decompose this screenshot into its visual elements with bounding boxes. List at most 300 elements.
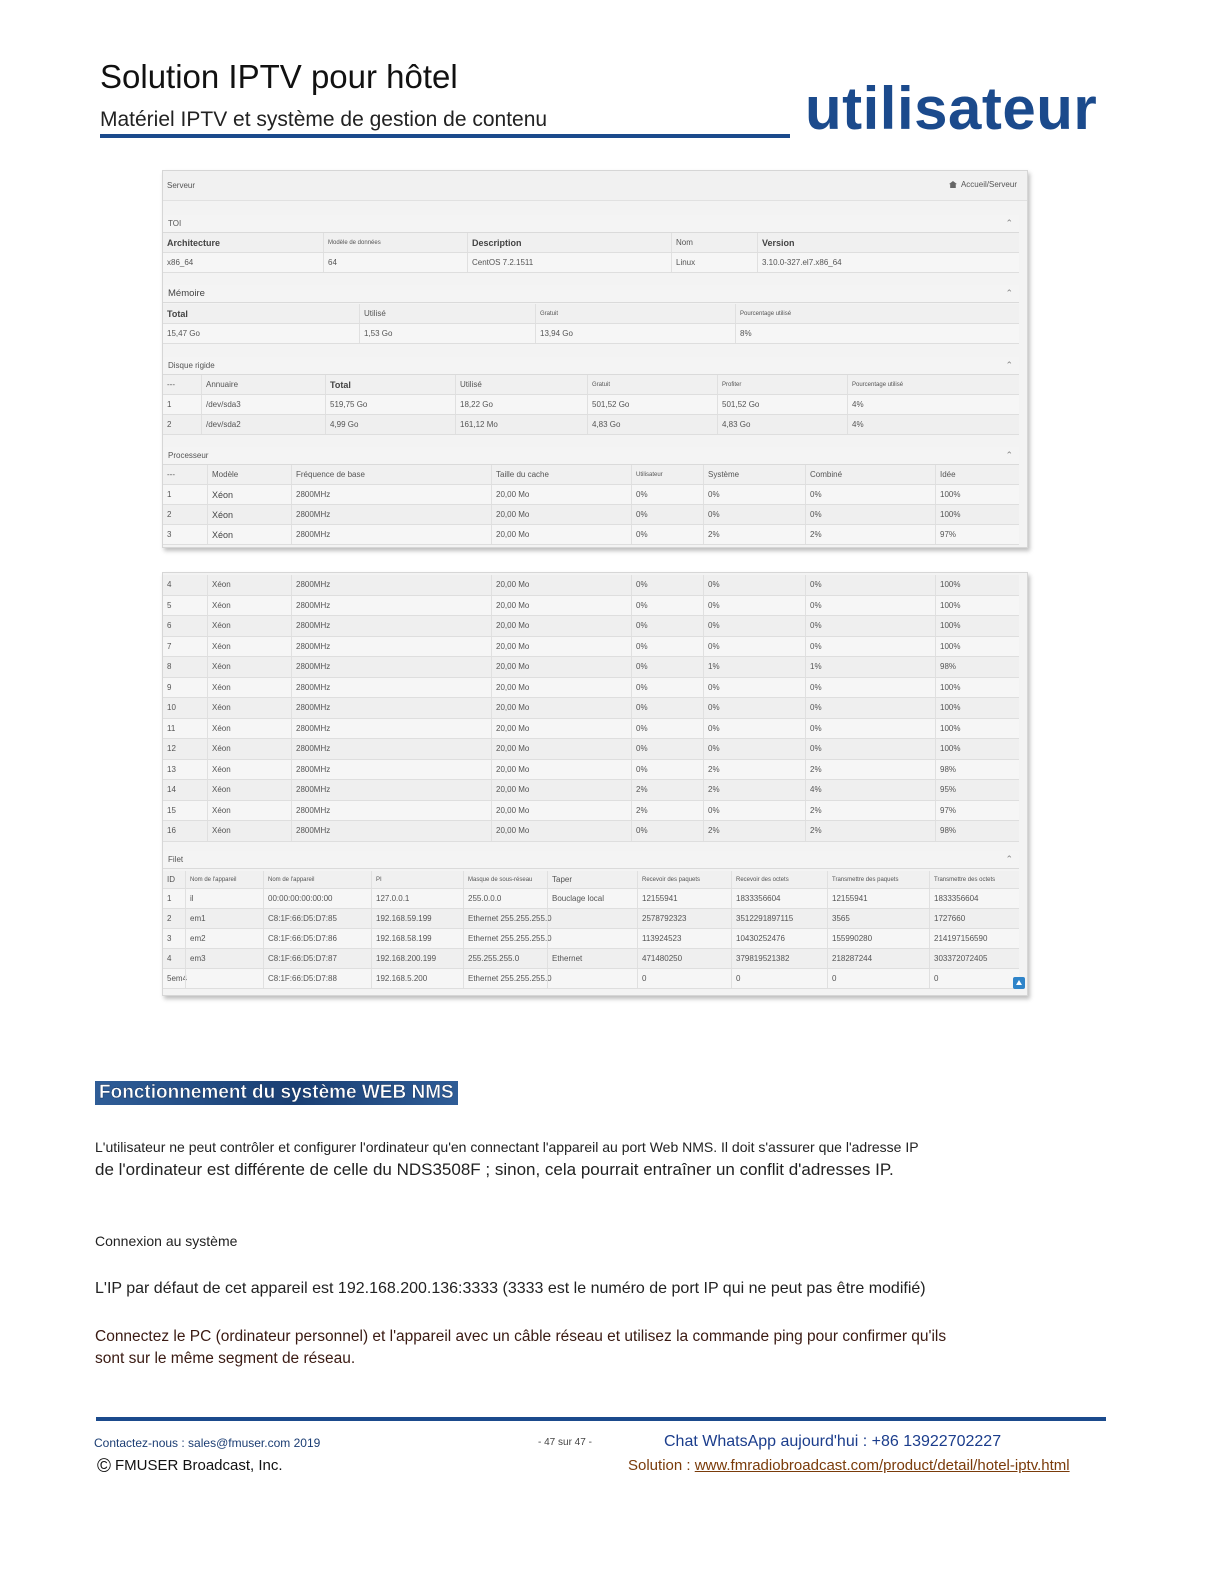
cpu-row-cell: 20,00 Mo xyxy=(491,616,631,636)
os-header-row-cell: Architecture xyxy=(167,237,221,248)
cpu-row-cell: 2800MHz xyxy=(291,596,491,616)
disk-row-cell: 2 xyxy=(167,420,172,429)
cpu-row-cell: 2% xyxy=(703,780,805,800)
memory-header-row xyxy=(163,304,1019,324)
network-row-cell xyxy=(185,969,263,988)
cpu-row-cell: 2800MHz xyxy=(291,485,491,504)
memory-header-row-cell: Pourcentage utilisé xyxy=(735,304,1021,323)
cpu-row-cell: 20,00 Mo xyxy=(491,801,631,821)
network-row-cell: 0 xyxy=(827,969,929,988)
cpu-row-cell: 2800MHz xyxy=(291,575,491,595)
memory-value-row-cell: 15,47 Go xyxy=(167,329,200,338)
login-label: Connexion au système xyxy=(95,1233,238,1249)
network-row-cell: 4 xyxy=(167,954,172,963)
network-row-cell: 3512291897115 xyxy=(731,909,827,928)
cpu-row-cell: 0% xyxy=(703,575,805,595)
disk-row-cell: /dev/sda3 xyxy=(201,395,325,414)
cpu-row-cell: 2800MHz xyxy=(291,657,491,677)
cpu-row-cell: 100% xyxy=(935,485,1021,504)
cpu-row-cell: Xéon xyxy=(207,760,291,780)
network-row-cell: Ethernet 255.255.255.0 xyxy=(463,909,547,928)
cpu-row-cell: 2% xyxy=(631,801,703,821)
cpu-row-cell: 0% xyxy=(703,485,805,504)
network-row-cell: 0 xyxy=(929,969,1021,988)
cpu-row-cell: 20,00 Mo xyxy=(491,739,631,759)
network-row-cell: 1 xyxy=(167,894,172,903)
cpu-row-cell: 0% xyxy=(631,505,703,524)
cpu-row-cell: 2% xyxy=(805,525,935,544)
cpu-row xyxy=(163,698,1019,719)
cpu-row-cell: 100% xyxy=(935,698,1021,718)
header-keyword: utilisateur xyxy=(805,75,1098,142)
network-row xyxy=(163,889,1019,909)
disk-row-cell: 501,52 Go xyxy=(717,395,847,414)
cpu-row xyxy=(163,485,1019,505)
cpu-row xyxy=(163,575,1019,596)
network-row-cell: 303372072405 xyxy=(929,949,1021,968)
network-row-cell: Bouclage local xyxy=(547,889,637,908)
network-row xyxy=(163,949,1019,969)
cpu-row-cell: 100% xyxy=(935,637,1021,657)
cpu-row xyxy=(163,657,1019,678)
cpu-row-cell: 6 xyxy=(167,621,172,631)
cpu-row xyxy=(163,780,1019,801)
cpu-row-cell: 20,00 Mo xyxy=(491,780,631,800)
connect-instructions-line2: sont sur le même segment de réseau. xyxy=(95,1350,356,1367)
network-section-header xyxy=(163,851,1019,869)
footer-copyright xyxy=(97,1456,283,1478)
network-row-cell: Ethernet 255.255.255.0 xyxy=(463,929,547,948)
memory-section-title: Mémoire xyxy=(168,288,205,299)
cpu-row xyxy=(163,760,1019,781)
connect-instructions-line1: Connectez le PC (ordinateur personnel) et l'appareil avec un câble réseau et utilisez la commande ping pour confirmer qu'ils xyxy=(95,1328,947,1345)
cpu-row-cell: Xéon xyxy=(207,505,291,524)
network-row-cell: 255.255.255.0 xyxy=(463,949,547,968)
cpu-row xyxy=(163,637,1019,658)
cpu-row-cell: 20,00 Mo xyxy=(491,821,631,841)
cpu-row-cell: 0% xyxy=(703,616,805,636)
cpu-row-cell: 0% xyxy=(703,505,805,524)
cpu-row-cell: 98% xyxy=(935,821,1021,841)
disk-row-cell: /dev/sda2 xyxy=(201,415,325,434)
network-row-cell: 10430252476 xyxy=(731,929,827,948)
home-icon xyxy=(949,181,957,188)
cpu-row-cell: 0% xyxy=(703,739,805,759)
network-row-cell: 3565 xyxy=(827,909,929,928)
cpu-row-cell: 0% xyxy=(703,801,805,821)
os-section-header xyxy=(163,215,1019,233)
cpu-row-cell: 100% xyxy=(935,739,1021,759)
cpu-row-cell: 2% xyxy=(703,525,805,544)
cpu-row-cell: 2800MHz xyxy=(291,801,491,821)
memory-header-row-cell: Utilisé xyxy=(359,304,535,323)
cpu-row-cell: 0% xyxy=(703,719,805,739)
server-topbar xyxy=(163,171,1027,201)
cpu-row-cell: Xéon xyxy=(207,525,291,544)
cpu-row-cell: Xéon xyxy=(207,596,291,616)
network-row-cell: 12155941 xyxy=(827,889,929,908)
cpu-header-row-cell: --- xyxy=(167,470,175,479)
cpu-row-cell: 20,00 Mo xyxy=(491,698,631,718)
footer-contact[interactable]: Contactez-nous : sales@fmuser.com 2019 xyxy=(94,1436,321,1450)
memory-value-row xyxy=(163,324,1019,344)
cpu-section-header xyxy=(163,447,1019,465)
cpu-row-cell: 0% xyxy=(631,698,703,718)
cpu-row xyxy=(163,739,1019,760)
cpu-row-cell: 1 xyxy=(167,490,172,499)
cpu-row-cell: 2800MHz xyxy=(291,739,491,759)
cpu-row-cell: 5 xyxy=(167,600,172,610)
server-status-screenshot-bottom xyxy=(162,572,1028,996)
disk-row xyxy=(163,415,1019,435)
cpu-row-cell: Xéon xyxy=(207,780,291,800)
cpu-header-row-cell: Combiné xyxy=(805,465,935,484)
network-row-cell: 155990280 xyxy=(827,929,929,948)
cpu-row-cell: 95% xyxy=(935,780,1021,800)
disk-header-row-cell: Profiter xyxy=(717,375,847,394)
cpu-row-cell: 0% xyxy=(631,678,703,698)
network-row-cell: 192.168.59.199 xyxy=(371,909,463,928)
solution-label: Solution : xyxy=(628,1457,695,1474)
network-row-cell: 192.168.5.200 xyxy=(371,969,463,988)
cpu-row-cell: 11 xyxy=(167,723,176,733)
cpu-row-cell: 12 xyxy=(167,744,176,754)
os-value-row-cell: CentOS 7.2.1511 xyxy=(467,253,671,272)
cpu-header-row-cell: Idée xyxy=(935,465,1021,484)
disk-row-cell: 4% xyxy=(847,415,1021,434)
disk-row-cell: 501,52 Go xyxy=(587,395,717,414)
network-row-cell: C8:1F:66:D5:D7:87 xyxy=(263,949,371,968)
network-row-cell: 379819521382 xyxy=(731,949,827,968)
cpu-row-cell: 2% xyxy=(703,760,805,780)
header-rule xyxy=(100,134,790,138)
cpu-row-cell: 0% xyxy=(805,616,935,636)
collapse-chevron-icon[interactable]: ⌃ xyxy=(1005,360,1013,370)
network-row-cell: 255.0.0.0 xyxy=(463,889,547,908)
cpu-row-cell: 20,00 Mo xyxy=(491,525,631,544)
cpu-row xyxy=(163,801,1019,822)
copyright-icon: © xyxy=(97,1456,111,1477)
disk-header-row-cell: Gratuit xyxy=(587,375,717,394)
network-row-cell: em2 xyxy=(185,929,263,948)
cpu-row-cell: 2800MHz xyxy=(291,760,491,780)
network-row-cell xyxy=(547,909,637,928)
cpu-row-cell: 0% xyxy=(631,739,703,759)
cpu-row-cell: 97% xyxy=(935,525,1021,544)
disk-row-cell: 4,99 Go xyxy=(325,415,455,434)
cpu-row-cell: Xéon xyxy=(207,719,291,739)
document-subtitle: Matériel IPTV et système de gestion de contenu xyxy=(100,108,548,131)
cpu-row-cell: 0% xyxy=(631,760,703,780)
cpu-row-cell: 13 xyxy=(167,764,176,774)
network-row-cell: 2578792323 xyxy=(637,909,731,928)
footer-rule xyxy=(96,1417,1106,1421)
disk-row-cell: 161,12 Mo xyxy=(455,415,587,434)
cpu-row-cell: 9 xyxy=(167,682,172,692)
network-header-row-cell: Transmettre des octets xyxy=(929,871,1021,888)
cpu-section-title: Processeur xyxy=(168,451,209,460)
cpu-row xyxy=(163,719,1019,740)
disk-header-row-cell: --- xyxy=(167,380,175,389)
cpu-row-cell: 100% xyxy=(935,596,1021,616)
collapse-chevron-icon[interactable]: ⌃ xyxy=(1005,854,1013,864)
memory-value-row-cell: 13,94 Go xyxy=(535,324,735,343)
network-row-cell: Ethernet 255.255.255.0 xyxy=(463,969,547,988)
network-row-cell: C8:1F:66:D5:D7:88 xyxy=(263,969,371,988)
cpu-row-cell: 0% xyxy=(805,637,935,657)
cpu-row-cell: 2 xyxy=(167,510,172,519)
disk-row-cell: 519,75 Go xyxy=(325,395,455,414)
cpu-row-cell: 0% xyxy=(805,575,935,595)
network-row-cell: 0 xyxy=(637,969,731,988)
network-row-cell: 1727660 xyxy=(929,909,1021,928)
cpu-header-row-cell: Modèle xyxy=(207,465,291,484)
cpu-row-cell: 0% xyxy=(703,678,805,698)
disk-header-row-cell: Pourcentage utilisé xyxy=(847,375,1021,394)
cpu-row-cell: 0% xyxy=(703,637,805,657)
cpu-header-row-cell: Système xyxy=(703,465,805,484)
cpu-row-cell: 2% xyxy=(703,821,805,841)
cpu-row-cell: 100% xyxy=(935,719,1021,739)
cpu-row-cell: 0% xyxy=(631,821,703,841)
network-row-cell: 218287244 xyxy=(827,949,929,968)
cpu-row-cell: Xéon xyxy=(207,637,291,657)
network-row-cell: C8:1F:66:D5:D7:85 xyxy=(263,909,371,928)
os-value-row-cell: 3.10.0-327.el7.x86_64 xyxy=(757,253,1021,272)
network-row-cell: 1833356604 xyxy=(731,889,827,908)
whatsapp-chat-link[interactable]: Chat WhatsApp aujourd'hui : +86 13922702227 xyxy=(664,1433,1002,1450)
os-section-title: TOI xyxy=(168,219,182,228)
network-header-row xyxy=(163,871,1019,889)
cpu-header-row-cell: Taille du cache xyxy=(491,465,631,484)
cpu-row xyxy=(163,505,1019,525)
cpu-header-row-cell: Utilisateur xyxy=(631,465,703,484)
cpu-row-cell: 4% xyxy=(805,780,935,800)
intro-paragraph-line1: L'utilisateur ne peut contrôler et configurer l'ordinateur qu'en connectant l'appareil au port Web NMS. Il doit s'assurer que l'adresse IP xyxy=(95,1139,919,1155)
cpu-row-cell: 97% xyxy=(935,801,1021,821)
network-row-cell: Ethernet xyxy=(547,949,637,968)
os-header-row xyxy=(163,233,1019,253)
solution-line xyxy=(628,1457,1070,1474)
breadcrumb[interactable] xyxy=(949,180,1017,189)
cpu-row-cell: 100% xyxy=(935,575,1021,595)
cpu-row-cell: 15 xyxy=(167,805,176,815)
disk-header-row-cell: Total xyxy=(325,375,455,394)
cpu-row-cell: 10 xyxy=(167,703,176,713)
cpu-row-cell: 20,00 Mo xyxy=(491,657,631,677)
network-row-cell: 127.0.0.1 xyxy=(371,889,463,908)
cpu-header-row xyxy=(163,465,1019,485)
network-row-cell: em1 xyxy=(185,909,263,928)
network-row-cell: 192.168.58.199 xyxy=(371,929,463,948)
network-header-row-cell: ID xyxy=(167,875,175,884)
solution-url-link[interactable]: www.fmradiobroadcast.com/product/detail/hotel-iptv.html xyxy=(694,1457,1070,1474)
cpu-row-cell: 2% xyxy=(805,821,935,841)
os-value-row-cell: 64 xyxy=(323,253,467,272)
memory-header-row-cell: Gratuit xyxy=(535,304,735,323)
cpu-row-cell: 14 xyxy=(167,785,176,795)
memory-header-row-cell: Total xyxy=(167,308,188,319)
network-row-cell: 214197156590 xyxy=(929,929,1021,948)
page-number: - 47 sur 47 - xyxy=(538,1437,592,1448)
cpu-row-cell: 2800MHz xyxy=(291,525,491,544)
cpu-row xyxy=(163,678,1019,699)
cpu-row-cell: 0% xyxy=(805,505,935,524)
cpu-row-cell: 4 xyxy=(167,580,172,590)
cpu-row-cell: 1% xyxy=(703,657,805,677)
disk-section-title: Disque rigide xyxy=(168,361,215,370)
section-heading: Fonctionnement du système WEB NMS xyxy=(95,1081,458,1105)
network-header-row-cell: Recevoir des octets xyxy=(731,871,827,888)
network-row-cell: 5em4 xyxy=(167,974,188,983)
collapse-chevron-icon[interactable]: ⌃ xyxy=(1005,288,1013,298)
cpu-row-cell: Xéon xyxy=(207,616,291,636)
company-name: FMUSER Broadcast, Inc. xyxy=(115,1457,283,1474)
cpu-row-cell: 0% xyxy=(631,719,703,739)
cpu-row-cell: Xéon xyxy=(207,575,291,595)
network-header-row-cell: PI xyxy=(371,871,463,888)
cpu-row-cell: 20,00 Mo xyxy=(491,505,631,524)
cpu-row-cell: 2800MHz xyxy=(291,719,491,739)
cpu-row xyxy=(163,596,1019,617)
os-header-row-cell: Description xyxy=(467,233,671,252)
cpu-row-cell: 0% xyxy=(631,485,703,504)
cpu-row-cell: 20,00 Mo xyxy=(491,485,631,504)
disk-row-cell: 4,83 Go xyxy=(587,415,717,434)
cpu-row-cell: Xéon xyxy=(207,698,291,718)
network-header-row-cell: Nom de l'appareil xyxy=(263,871,371,888)
cpu-row-cell: 2800MHz xyxy=(291,637,491,657)
cpu-row-cell: 1% xyxy=(805,657,935,677)
memory-value-row-cell: 8% xyxy=(735,324,1021,343)
cpu-row-cell: 0% xyxy=(703,596,805,616)
disk-row-cell: 4,83 Go xyxy=(717,415,847,434)
intro-paragraph-line2: de l'ordinateur est différente de celle du NDS3508F ; sinon, cela pourrait entraîner un conflit d'adresses IP. xyxy=(95,1160,894,1179)
cpu-row-cell: 0% xyxy=(805,596,935,616)
cpu-row-cell: 0% xyxy=(631,596,703,616)
disk-row-cell: 4% xyxy=(847,395,1021,414)
memory-section-header xyxy=(163,285,1019,303)
cpu-row-cell: 0% xyxy=(703,698,805,718)
memory-value-row-cell: 1,53 Go xyxy=(359,324,535,343)
cpu-row-cell: 20,00 Mo xyxy=(491,678,631,698)
cpu-row-cell: Xéon xyxy=(207,485,291,504)
network-row-cell xyxy=(547,929,637,948)
network-header-row-cell: Transmettre des paquets xyxy=(827,871,929,888)
cpu-row-cell: 20,00 Mo xyxy=(491,760,631,780)
os-value-row xyxy=(163,253,1019,273)
cpu-row-cell: 20,00 Mo xyxy=(491,575,631,595)
cpu-row-cell: 20,00 Mo xyxy=(491,719,631,739)
network-row-cell: il xyxy=(185,889,263,908)
network-row-cell: em3 xyxy=(185,949,263,968)
cpu-row-cell: 0% xyxy=(631,657,703,677)
disk-row xyxy=(163,395,1019,415)
network-row-cell: 0 xyxy=(731,969,827,988)
cpu-row-cell: 20,00 Mo xyxy=(491,596,631,616)
cpu-row-cell: 100% xyxy=(935,505,1021,524)
network-row-cell: 471480250 xyxy=(637,949,731,968)
cpu-row-cell: Xéon xyxy=(207,657,291,677)
disk-row-cell: 18,22 Go xyxy=(455,395,587,414)
cpu-row-cell: 0% xyxy=(805,678,935,698)
cpu-row-cell: 20,00 Mo xyxy=(491,637,631,657)
network-row xyxy=(163,909,1019,929)
cpu-row-cell: 0% xyxy=(631,616,703,636)
scroll-top-button[interactable] xyxy=(1013,977,1025,989)
cpu-row-cell: 2% xyxy=(805,801,935,821)
cpu-row-cell: 3 xyxy=(167,530,172,539)
network-header-row-cell: Recevoir des paquets xyxy=(637,871,731,888)
cpu-row-cell: 100% xyxy=(935,616,1021,636)
network-row-cell: 113924523 xyxy=(637,929,731,948)
cpu-row xyxy=(163,525,1019,545)
network-row-cell: 00:00:00:00:00:00 xyxy=(263,889,371,908)
cpu-row-cell: Xéon xyxy=(207,678,291,698)
os-header-row-cell: Nom xyxy=(671,233,757,252)
network-header-row-cell: Taper xyxy=(547,871,637,888)
network-row-cell xyxy=(547,969,637,988)
network-row-cell: 2 xyxy=(167,914,172,923)
os-header-row-cell: Version xyxy=(757,233,1021,252)
document-title: Solution IPTV pour hôtel xyxy=(100,58,458,95)
cpu-row-cell: Xéon xyxy=(207,821,291,841)
disk-section-header xyxy=(163,357,1019,375)
cpu-header-row-cell: Fréquence de base xyxy=(291,465,491,484)
server-status-screenshot-top xyxy=(162,170,1028,548)
cpu-row-cell: 16 xyxy=(167,826,176,836)
network-row-cell: C8:1F:66:D5:D7:86 xyxy=(263,929,371,948)
cpu-row-cell: Xéon xyxy=(207,739,291,759)
collapse-chevron-icon[interactable]: ⌃ xyxy=(1005,450,1013,460)
network-header-row-cell: Masque de sous-réseau xyxy=(463,871,547,888)
cpu-row-cell: 2800MHz xyxy=(291,616,491,636)
network-row-cell: 3 xyxy=(167,934,172,943)
cpu-row-cell: 7 xyxy=(167,641,172,651)
cpu-row-cell: 98% xyxy=(935,657,1021,677)
os-header-row-cell: Modèle de données xyxy=(323,233,467,252)
cpu-row-cell: 2800MHz xyxy=(291,780,491,800)
cpu-row-cell: 0% xyxy=(631,575,703,595)
server-label: Serveur xyxy=(167,181,196,190)
cpu-row-cell: 0% xyxy=(631,637,703,657)
cpu-row-cell: 2800MHz xyxy=(291,821,491,841)
cpu-row-cell: 2800MHz xyxy=(291,678,491,698)
cpu-row-cell: 0% xyxy=(805,485,935,504)
network-row-cell: 12155941 xyxy=(637,889,731,908)
cpu-row-cell: 2800MHz xyxy=(291,505,491,524)
cpu-row-cell: 8 xyxy=(167,662,172,672)
default-ip-text: L'IP par défaut de cet appareil est 192.168.200.136:3333 (3333 est le numéro de port IP qui ne peut pas être modifié) xyxy=(95,1280,926,1297)
network-row-cell: 1833356604 xyxy=(929,889,1021,908)
os-value-row-cell: Linux xyxy=(671,253,757,272)
breadcrumb-text: Accueil/Serveur xyxy=(960,180,1017,189)
network-row-cell: 192.168.200.199 xyxy=(371,949,463,968)
cpu-row-cell: 100% xyxy=(935,678,1021,698)
network-row xyxy=(163,929,1019,949)
network-row xyxy=(163,969,1019,989)
cpu-row-cell: 0% xyxy=(805,719,935,739)
os-value-row-cell: x86_64 xyxy=(167,258,194,267)
cpu-row-cell: 98% xyxy=(935,760,1021,780)
disk-header-row-cell: Utilisé xyxy=(455,375,587,394)
cpu-row-cell: 2% xyxy=(631,780,703,800)
disk-row-cell: 1 xyxy=(167,400,172,409)
collapse-chevron-icon[interactable]: ⌃ xyxy=(1005,218,1013,228)
network-header-row-cell: Nom de l'appareil xyxy=(185,871,263,888)
cpu-row xyxy=(163,821,1019,842)
disk-header-row-cell: Annuaire xyxy=(201,375,325,394)
